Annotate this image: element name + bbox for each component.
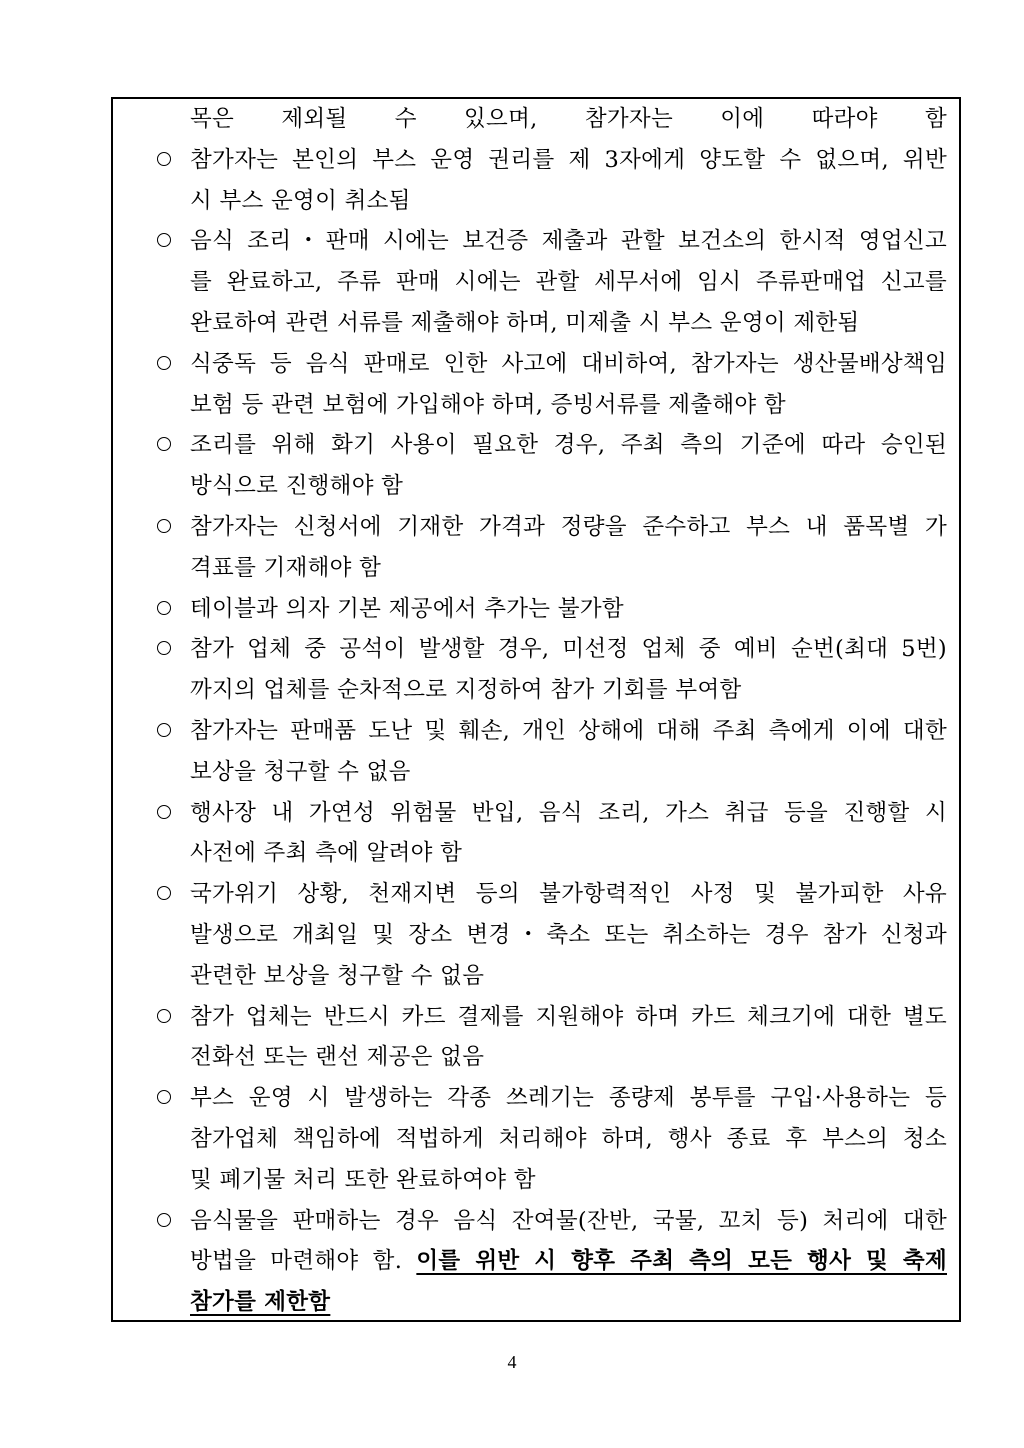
page-number: 4 [507,1352,517,1372]
list-item-line: 참가 업체 중 공석이 발생할 경우, 미선정 업체 중 예비 순번(최대 5번) [190,636,947,663]
list-item [157,425,947,507]
list-item-line: 국가위기 상황, 천재지변 등의 불가항력적인 사정 및 불가피한 사유 [190,881,947,908]
list-item-line: 참가자는 판매품 도난 및 훼손, 개인 상해에 대해 주최 측에게 이에 대한 [190,717,947,744]
list-item-line: 시 부스 운영이 취소됨 [190,187,411,214]
circle-bullet-icon [157,805,171,819]
last-item-line-3 [190,1282,947,1323]
last-item-plain-text: 방법을 마련해야 함. [190,1248,417,1275]
list-item [157,793,947,875]
list-item-line: 식중독 등 음식 판매로 인한 사고에 대비하여, 참가자는 생산물배상책임 [190,350,947,377]
list-item-line: 보상을 청구할 수 없음 [190,758,411,785]
circle-bullet-icon [157,1009,171,1023]
list-item [157,629,947,711]
list-item-line: 참가자는 신청서에 기재한 가격과 정량을 준수하고 부스 내 품목별 가 [190,513,947,540]
list-item [157,589,947,630]
circle-bullet-icon [157,723,171,737]
list-item-line: 방식으로 진행해야 함 [190,473,404,500]
list-item-line: 까지의 업체를 순차적으로 지정하여 참가 기회를 부여함 [190,677,742,704]
list-item [157,711,947,793]
list-item-line: 완료하여 관련 서류를 제출해야 하며, 미제출 시 부스 운영이 제한됨 [190,309,860,336]
list-item-line: 를 완료하고, 주류 판매 시에는 관할 세무서에 임시 주류판매업 신고를 [190,269,947,296]
list-item-line: 발생으로 개최일 및 장소 변경・축소 또는 취소하는 경우 참가 신청과 [190,921,947,948]
list-item-line: 사전에 주최 측에 알려야 함 [190,840,463,867]
list-item-line: 관련한 보상을 청구할 수 없음 [190,962,485,989]
notice-list [157,99,947,1323]
list-item [157,507,947,589]
list-item-line: 및 폐기물 처리 또한 완료하여야 함 [190,1166,536,1193]
last-item-warning-text: 이를 위반 시 향후 주최 측의 모든 행사 및 축제 [416,1248,947,1275]
items-container [157,140,947,1201]
list-item [157,997,947,1079]
list-item [157,221,947,343]
list-item-line: 참가업체 책임하에 적법하게 처리해야 하며, 행사 종료 후 부스의 청소 [190,1125,947,1152]
list-item-line: 조리를 위해 화기 사용이 필요한 경우, 주최 측의 기준에 따라 승인된 [190,432,947,459]
list-item-line: 보험 등 관련 보험에 가입해야 하며, 증빙서류를 제출해야 함 [190,391,786,418]
circle-bullet-icon [157,601,171,615]
list-item-line: 격표를 기재해야 함 [190,554,382,581]
list-item-line: 부스 운영 시 발생하는 각종 쓰레기는 종량제 봉투를 구입·사용하는 등 [190,1085,947,1112]
list-item-line: 테이블과 의자 기본 제공에서 추가는 불가함 [190,595,624,622]
circle-bullet-icon [157,519,171,533]
circle-bullet-icon [157,152,171,166]
list-item [157,1078,947,1200]
list-item [157,140,947,222]
list-item-line: 참가 업체는 반드시 카드 결제를 지원해야 하며 카드 체크기에 대한 별도 [190,1003,947,1030]
notice-box [111,97,961,1322]
circle-bullet-icon [157,1213,171,1227]
list-item-line: 전화선 또는 랜선 제공은 없음 [190,1044,485,1071]
list-item-line: 음식 조리・판매 시에는 보건증 제출과 관할 보건소의 한시적 영업신고 [190,228,947,255]
continuation-line: 목은 제외될 수 있으며, 참가자는 이에 따라야 함 [190,106,947,132]
list-item-last [157,1201,947,1323]
last-item-warning-text-end: 참가를 제한함 [190,1289,331,1316]
list-item [157,344,947,426]
last-item-line-1: 음식물을 판매하는 경우 음식 잔여물(잔반, 국물, 꼬치 등) 처리에 대한 [190,1207,947,1234]
list-item-line: 행사장 내 가연성 위험물 반입, 음식 조리, 가스 취급 등을 진행할 시 [190,799,947,826]
last-item-line-2 [190,1241,947,1282]
list-item-line: 참가자는 본인의 부스 운영 권리를 제 3자에게 양도할 수 없으며, 위반 [190,146,947,173]
circle-bullet-icon [157,356,171,370]
list-item [157,874,947,996]
